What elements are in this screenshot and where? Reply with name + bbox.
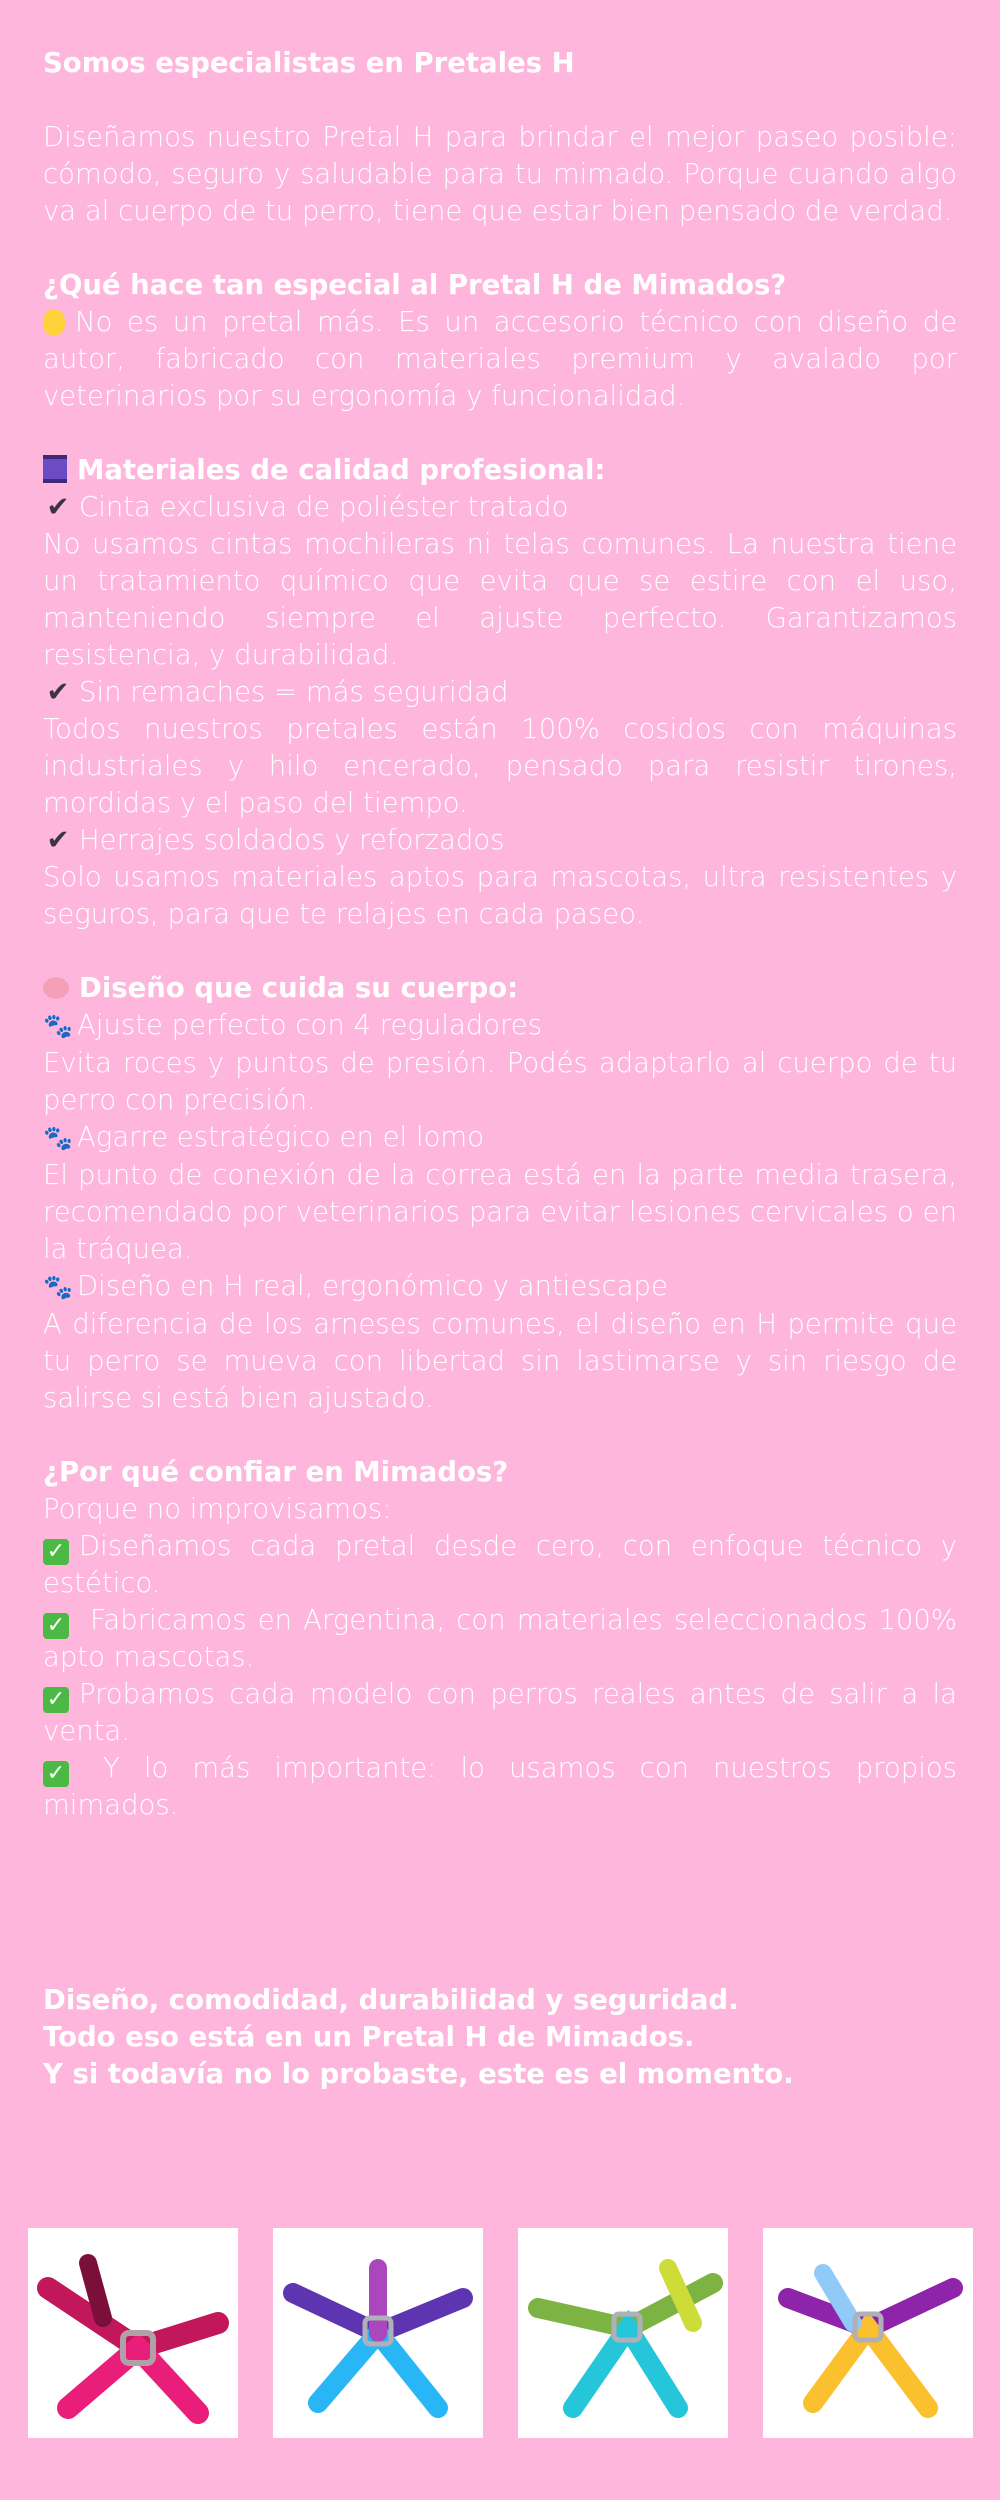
light-bulb-icon bbox=[43, 309, 65, 335]
product-image-harness-multicolor[interactable] bbox=[763, 2228, 973, 2438]
trust-heading: ¿Por qué confiar en Mimados? bbox=[43, 1456, 509, 1488]
trust-intro: Porque no improvisamos: bbox=[43, 1493, 392, 1525]
harness-image bbox=[518, 2228, 728, 2438]
design-heading: Diseño que cuida su cuerpo: bbox=[43, 970, 957, 1007]
materials-item-text: Todos nuestros pretales están 100% cosidos con máquinas industriales y hilo encerado, pensado para resistir tirones, mordidas y el paso del tiempo. bbox=[43, 713, 957, 819]
check-box-icon: ✓ bbox=[43, 1687, 69, 1713]
materials-heading: Materiales de calidad profesional: bbox=[43, 452, 957, 489]
product-image-harness-green-blue[interactable] bbox=[518, 2228, 728, 2438]
trust-item: ✓ Diseñamos cada pretal desde cero, con enfoque técnico y estético. bbox=[43, 1530, 957, 1599]
paw-prints-icon: 🐾 bbox=[43, 1124, 73, 1152]
intro-paragraph: Diseñamos nuestro Pretal H para brindar el mejor paseo posible: cómodo, seguro y saludable para tu mimado. Porque cuando algo va al cuerpo de tu perro, tiene que estar bien pensado de verdad. bbox=[43, 121, 957, 227]
check-mark-icon: ✔ bbox=[46, 824, 70, 856]
special-paragraph bbox=[43, 304, 957, 415]
check-box-icon: ✓ bbox=[43, 1613, 69, 1639]
closing-line: Y si todavía no lo probaste, este es el momento. bbox=[43, 2058, 794, 2090]
harness-image bbox=[273, 2228, 483, 2438]
brain-icon bbox=[43, 977, 69, 999]
harness-image bbox=[28, 2228, 238, 2438]
trust-item: ✓ Probamos cada modelo con perros reales antes de salir a la venta. bbox=[43, 1678, 957, 1747]
closing-statement bbox=[43, 1982, 957, 2093]
materials-item-title: ✔ Sin remaches = más seguridad bbox=[43, 674, 957, 711]
special-text: No es un pretal más. Es un accesorio técnico con diseño de autor, fabricado con materiales premium y avalado por veterinarios por su ergonomía y funcionalidad. bbox=[43, 306, 957, 412]
materials-item-title: ✔ Herrajes soldados y reforzados bbox=[43, 822, 957, 859]
harness-image bbox=[763, 2228, 973, 2438]
materials-item-text: No usamos cintas mochileras ni telas comunes. La nuestra tiene un tratamiento químico que evita que se estire con el uso, manteniendo siempre el ajuste perfecto. Garantizamos resistencia, y durabilidad. bbox=[43, 528, 957, 671]
thread-spool-icon bbox=[43, 455, 67, 483]
special-heading: ¿Qué hace tan especial al Pretal H de Mimados? bbox=[43, 269, 787, 301]
closing-line: Diseño, comodidad, durabilidad y seguridad. bbox=[43, 1984, 739, 2016]
check-mark-icon: ✔ bbox=[46, 491, 70, 523]
check-box-icon: ✓ bbox=[43, 1761, 69, 1787]
materials-item-title: ✔ Cinta exclusiva de poliéster tratado bbox=[43, 489, 957, 526]
materials-item-text: Solo usamos materiales aptos para mascotas, ultra resistentes y seguros, para que te relajes en cada paseo. bbox=[43, 861, 957, 930]
trust-item: ✓ Y lo más importante: lo usamos con nuestros propios mimados. bbox=[43, 1752, 957, 1821]
check-box-icon: ✓ bbox=[43, 1539, 69, 1565]
paw-prints-icon: 🐾 bbox=[43, 1273, 73, 1301]
article-body bbox=[43, 45, 957, 1824]
trust-item: ✓ Fabricamos en Argentina, con materiales seleccionados 100% apto mascotas. bbox=[43, 1604, 957, 1673]
product-image-harness-purple-blue[interactable] bbox=[273, 2228, 483, 2438]
product-image-harness-pink[interactable] bbox=[28, 2228, 238, 2438]
paw-prints-icon: 🐾 bbox=[43, 1012, 73, 1040]
design-item-title: 🐾 Ajuste perfecto con 4 reguladores bbox=[43, 1007, 957, 1045]
design-item-text: El punto de conexión de la correa está en la parte media trasera, recomendado por veterinarios para evitar lesiones cervicales o en la tráquea. bbox=[43, 1159, 957, 1265]
product-gallery bbox=[28, 2228, 972, 2438]
design-item-title: 🐾 Agarre estratégico en el lomo bbox=[43, 1119, 957, 1157]
design-item-title: 🐾 Diseño en H real, ergonómico y antiescape bbox=[43, 1268, 957, 1306]
design-item-text: A diferencia de los arneses comunes, el diseño en H permite que tu perro se mueva con libertad sin lastimarse y sin riesgo de salirse si está bien ajustado. bbox=[43, 1308, 957, 1414]
page-title: Somos especialistas en Pretales H bbox=[43, 47, 575, 79]
design-item-text: Evita roces y puntos de presión. Podés adaptarlo al cuerpo de tu perro con precisión. bbox=[43, 1047, 957, 1116]
closing-line: Todo eso está en un Pretal H de Mimados. bbox=[43, 2021, 695, 2053]
check-mark-icon: ✔ bbox=[46, 676, 70, 708]
